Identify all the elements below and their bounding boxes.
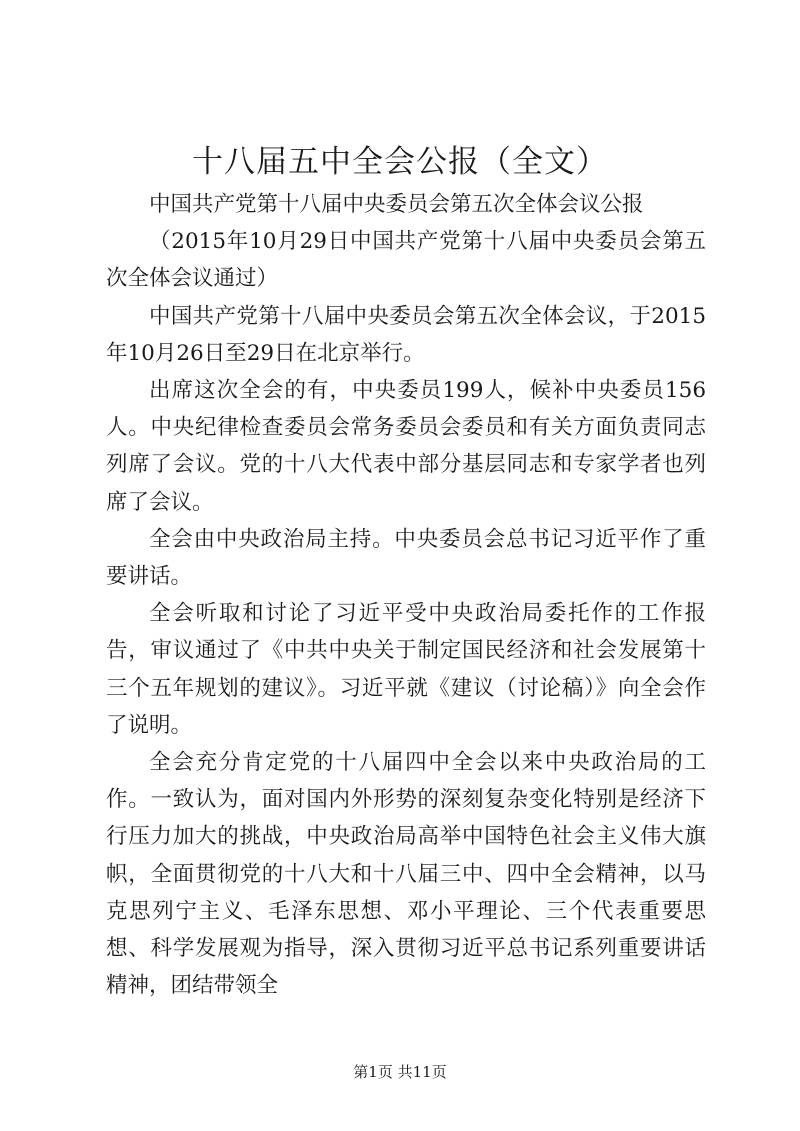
page-number: 第1页 共11页 [353, 1063, 447, 1081]
paragraph-communique-heading: 中国共产党第十八届中央委员会第五次全体会议公报 [149, 192, 644, 217]
paragraph-adoption-note: （2015年10月29日中国共产党第十八届中央委员会第五次全体会议通过） [106, 229, 706, 292]
paragraph-attendance: 出席这次全会的有，中央委员199人，候补中央委员156人。中央纪律检查委员会常务委员会委员和有关方面负责同志列席了会议。党的十八大代表中部分基层同志和专家学者也列席了会议。 [106, 378, 706, 515]
document-body [106, 186, 706, 1004]
page-footer [0, 1062, 800, 1082]
paragraph-chairing: 全会由中央政治局主持。中央委员会总书记习近平作了重要讲话。 [106, 526, 706, 590]
paragraph-work-report: 全会听取和讨论了习近平受中央政治局委托作的工作报告，审议通过了《中共中央关于制定国民经济和社会发展第十三个五年规划的建议》。习近平就《建议（讨论稿）》向全会作了说明。 [106, 601, 706, 738]
document-title: 十八届五中全会公报（全文） [192, 144, 608, 180]
paragraph-meeting-dates: 中国共产党第十八届中央委员会第五次全体会议，于2015年10月26日至29日在北京举行。 [106, 303, 706, 366]
paragraph-affirmation: 全会充分肯定党的十八届四中全会以来中央政治局的工作。一致认为，面对国内外形势的深刻复杂变化特别是经济下行压力加大的挑战，中央政治局高举中国特色社会主义伟大旗帜，全面贯彻党的十八大和十八届三中、四中全会精神，以马克思列宁主义、毛泽东思想、邓小平理论、三个代表重要思想、科学发展观为指导，深入贯彻习近平总书记系列重要讲话精神，团结带领全 [106, 750, 706, 999]
